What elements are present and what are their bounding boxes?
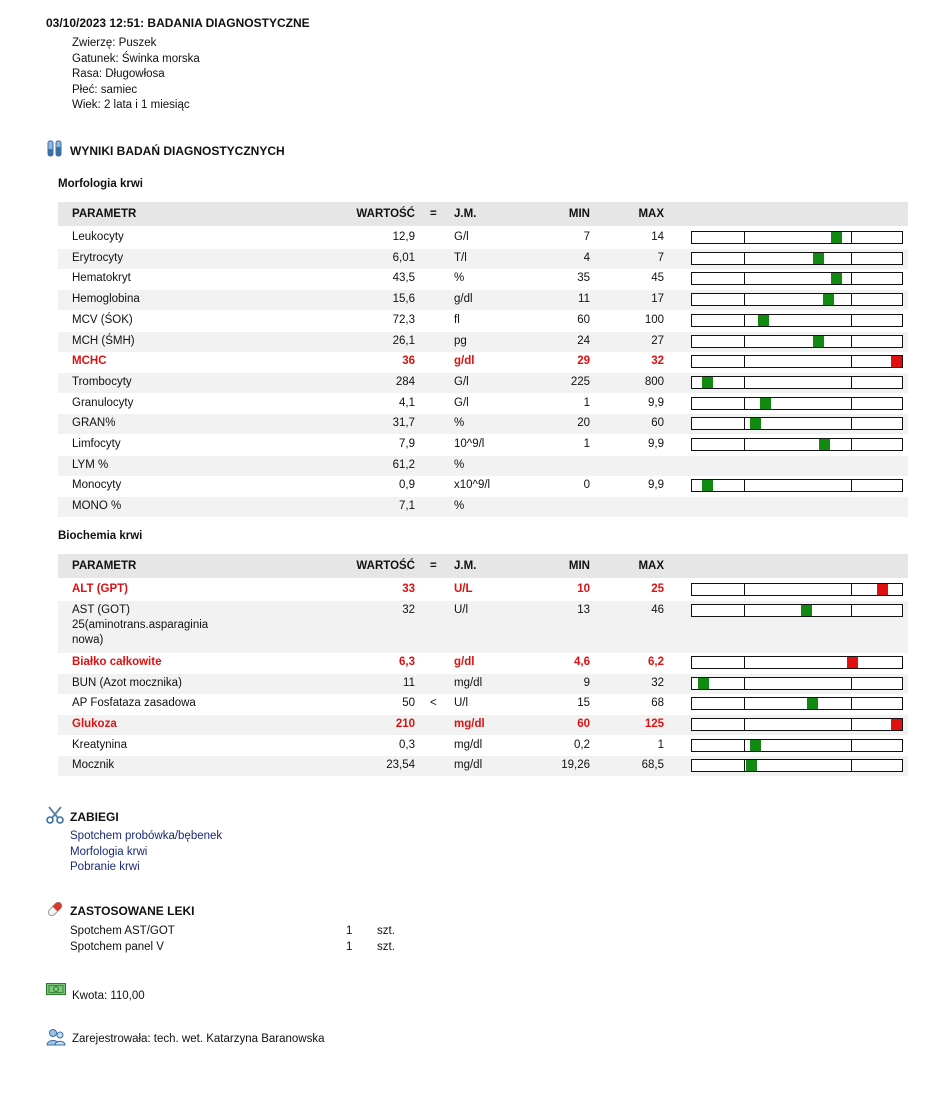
param-min: 13 [577,604,590,616]
param-name: Granulocyty [72,396,134,409]
result-row [58,394,908,414]
param-max: 100 [644,313,664,326]
param-unit: G/l [454,375,469,388]
param-unit: G/l [454,231,469,243]
param-value: 6,01 [392,251,415,264]
param-name: BUN (Azot mocznika) [72,677,182,689]
param-max: 32 [651,677,664,689]
col-unit: J.M. [454,560,477,572]
param-value: 12,9 [392,231,415,243]
param-value: 11 [403,677,415,689]
result-row [58,373,908,393]
param-value: 4,1 [399,396,415,409]
range-marker [698,678,709,689]
param-unit: x10^9/l [454,479,491,492]
pet-species: Gatunek: Świnka morska [72,52,200,65]
param-name: Kreatynina [72,739,127,751]
range-marker [807,698,818,709]
procedure-item: Morfologia krwi [70,845,148,858]
result-row [58,311,908,331]
procedures-list [70,829,222,876]
param-value: 0,9 [399,479,415,492]
result-row [58,352,908,372]
scissors-icon [46,806,64,827]
col-min: MIN [568,208,590,220]
result-row [58,497,908,517]
result-row [58,601,908,653]
pet-info [72,36,200,114]
param-max: 45 [651,272,664,285]
test-tubes-icon [46,140,64,161]
amount-line [46,978,145,1002]
range-bar [691,677,903,690]
range-bar [691,397,903,410]
param-value: 6,3 [399,656,415,668]
param-unit: % [454,500,465,513]
param-name: Leukocyty [72,231,124,243]
param-unit: g/dl [454,656,475,668]
param-min: 19,26 [561,759,590,771]
result-row [58,332,908,352]
col-param: PARAMETR [72,560,137,572]
result-row [58,456,908,476]
range-bar [691,604,903,617]
range-bar [691,583,903,596]
range-marker [746,760,757,771]
range-marker [831,232,842,243]
param-value: 61,2 [392,458,415,471]
biochemistry-title: Biochemia krwi [58,530,143,542]
param-name: Białko całkowite [72,656,162,668]
param-unit: fl [454,313,460,326]
param-value: 23,54 [386,759,415,771]
param-value: 0,3 [399,739,415,751]
range-marker [847,657,858,668]
param-max: 9,9 [648,396,664,409]
visit-title: 03/10/2023 12:51: BADANIA DIAGNOSTYCZNE [46,16,310,30]
param-value: 284 [395,375,415,388]
range-marker [813,336,824,347]
range-bar [691,376,903,389]
param-unit: % [454,458,465,471]
col-min: MIN [568,560,590,572]
param-name: Erytrocyty [72,251,124,264]
col-unit: J.M. [454,208,477,220]
range-bar [691,293,903,306]
param-name: LYM % [72,458,109,471]
col-value: WARTOŚĆ [356,560,415,572]
param-value: 210 [395,718,415,730]
param-max: 6,2 [648,656,664,668]
param-name: GRAN% [72,417,116,430]
range-bar [691,479,903,492]
param-min: 20 [577,417,590,430]
param-name: MCV (ŚOK) [72,313,133,326]
pet-breed: Rasa: Długowłosa [72,68,165,80]
param-value: 7,1 [399,500,415,513]
range-marker [750,418,761,429]
medication-row [70,940,430,956]
param-min: 1 [583,438,590,450]
param-unit: pg [454,334,467,347]
range-bar [691,272,903,285]
result-row [58,228,908,248]
param-value: 36 [402,355,415,368]
param-name-extra: nowa) [72,634,104,646]
medication-name: Spotchem panel V [70,941,164,953]
param-max: 1 [657,739,664,751]
result-row [58,414,908,434]
range-marker [831,273,842,284]
param-max: 46 [651,604,664,616]
pet-sex: Płeć: samiec [72,83,138,96]
param-name: Mocznik [72,759,115,771]
param-name: Trombocyty [72,375,132,388]
param-min: 0,2 [574,739,590,751]
range-marker [702,377,713,388]
medication-unit: szt. [377,925,395,937]
range-bar [691,697,903,710]
range-marker [750,740,761,751]
param-unit: U/l [454,697,469,709]
result-row [58,756,908,776]
param-max: 17 [651,293,664,306]
param-name: AST (GOT) [72,604,130,616]
param-max: 800 [644,375,664,388]
param-unit: T/l [454,251,467,264]
param-value: 7,9 [399,438,415,450]
medication-unit: szt. [377,941,395,953]
col-param: PARAMETR [72,208,137,220]
result-row [58,290,908,310]
param-min: 15 [577,697,590,709]
range-bar [691,417,903,430]
result-row [58,249,908,269]
param-unit: mg/dl [454,739,483,751]
param-value: 43,5 [392,272,415,285]
biochemistry-table-header [58,554,908,578]
param-value: 50 [402,697,415,709]
param-name: ALT (GPT) [72,583,128,595]
param-max: 7 [657,251,664,264]
param-value: 33 [402,583,415,595]
param-value: 26,1 [392,334,415,347]
procedures-title-text: ZABIEGI [70,809,119,824]
param-name: Glukoza [72,718,117,730]
param-max: 32 [651,355,664,368]
result-row [58,674,908,694]
param-value: 15,6 [392,293,415,306]
param-unit: 10^9/l [454,438,485,450]
param-unit: mg/dl [454,718,485,730]
param-unit: mg/dl [454,759,483,771]
col-max: MAX [638,560,664,572]
range-bar [691,718,903,731]
param-sign: < [430,697,437,709]
range-bar [691,252,903,265]
medications-list [70,924,430,956]
medications-section-title [46,900,194,921]
range-bar [691,335,903,348]
param-min: 0 [583,479,590,492]
result-row [58,580,908,600]
pet-name: Zwierzę: Puszek [72,37,157,49]
pet-age: Wiek: 2 lata i 1 miesiąc [72,99,190,111]
param-name: Hemoglobina [72,293,140,306]
registered-text: Zarejestrowała: tech. wet. Katarzyna Baranowska [72,1032,325,1045]
banknote-icon [46,982,66,999]
medication-row [70,924,430,940]
procedure-item: Pobranie krwi [70,861,140,873]
range-marker [758,315,769,326]
procedures-section-title [46,806,119,827]
param-name: AP Fosfataza zasadowa [72,697,196,709]
param-unit: G/l [454,396,469,409]
param-min: 24 [577,334,590,347]
pill-icon [46,900,64,921]
col-sign: = [430,208,437,220]
param-max: 68 [651,697,664,709]
param-min: 4,6 [574,656,590,668]
range-marker [760,398,771,409]
param-name: MCHC [72,355,107,368]
param-max: 14 [651,231,664,243]
medication-qty: 1 [346,941,353,953]
result-row [58,736,908,756]
col-value: WARTOŚĆ [356,208,415,220]
col-max: MAX [638,208,664,220]
range-marker [702,480,713,491]
range-bar [691,438,903,451]
registered-line [46,1028,324,1049]
result-row [58,715,908,735]
param-max: 9,9 [648,438,664,450]
param-unit: mg/dl [454,677,483,689]
range-bar [691,314,903,327]
param-value: 32 [402,604,415,616]
param-name-extra: 25(aminotrans.asparaginia [72,619,209,631]
param-value: 31,7 [392,417,415,430]
param-unit: g/dl [454,355,475,368]
range-marker [813,253,824,264]
range-marker [877,584,888,595]
param-min: 9 [583,677,590,689]
medication-qty: 1 [346,925,353,937]
param-min: 225 [570,375,590,388]
range-bar [691,355,903,368]
param-unit: % [454,417,465,430]
range-marker [891,356,902,367]
result-row [58,653,908,673]
procedure-item: Spotchem probówka/bębenek [70,830,223,842]
param-unit: g/dl [454,293,473,306]
col-sign: = [430,560,437,572]
users-icon [46,1028,66,1049]
range-marker [823,294,834,305]
param-min: 35 [577,272,590,285]
param-max: 68,5 [641,759,664,771]
range-bar [691,759,903,772]
param-min: 4 [583,251,590,264]
param-unit: % [454,272,465,285]
param-name: Hematokryt [72,272,131,285]
param-value: 72,3 [392,313,415,326]
param-max: 125 [644,718,664,730]
param-unit: U/L [454,583,473,595]
range-bar [691,231,903,244]
range-marker [819,439,830,450]
medications-title-text: ZASTOSOWANE LEKI [70,903,195,918]
range-marker [891,719,902,730]
param-min: 7 [583,231,590,243]
result-row [58,476,908,496]
param-min: 60 [577,313,590,326]
results-title-text: WYNIKI BADAŃ DIAGNOSTYCZNYCH [70,143,285,158]
amount-text: Kwota: 110,00 [72,990,145,1002]
morphology-table-header [58,202,908,226]
param-name: MONO % [72,500,122,513]
param-min: 11 [578,293,590,306]
range-bar [691,739,903,752]
result-row [58,694,908,714]
param-min: 60 [577,718,590,730]
param-min: 29 [577,355,590,368]
results-section-title [46,140,285,161]
range-bar [691,656,903,669]
param-max: 25 [651,583,664,595]
result-row [58,435,908,455]
param-min: 10 [577,583,590,595]
param-max: 60 [651,417,664,430]
morphology-title: Morfologia krwi [58,178,143,190]
param-unit: U/l [454,604,469,616]
result-row [58,269,908,289]
range-marker [801,605,812,616]
medication-name: Spotchem AST/GOT [70,925,175,937]
param-name: Limfocyty [72,438,121,450]
param-name: Monocyty [72,479,122,492]
param-name: MCH (ŚMH) [72,334,135,347]
param-min: 1 [583,396,590,409]
param-max: 9,9 [648,479,664,492]
param-max: 27 [651,334,664,347]
